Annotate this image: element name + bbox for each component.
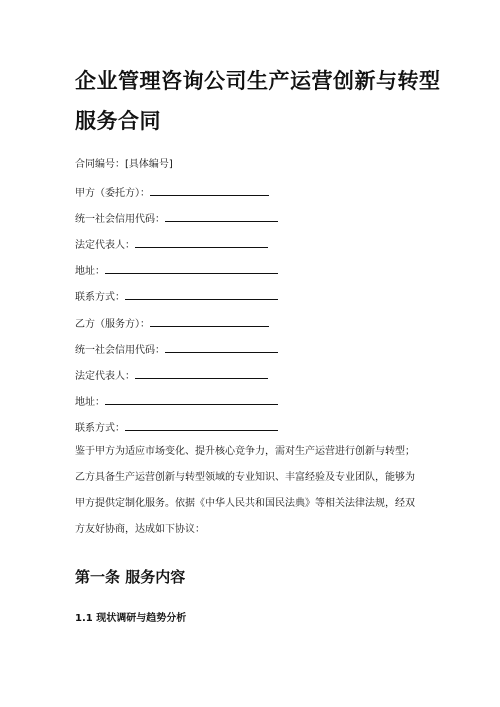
party-a-heading: 甲方（委托方）：: [75, 188, 150, 199]
party-a-heading-row: [75, 186, 269, 199]
party-a-legal-rep-blank: [135, 238, 268, 248]
party-b-address-blank: [105, 395, 278, 405]
party-b-contact-blank: [125, 421, 278, 431]
preamble-line-2: 乙方具备生产运营创新与转型领域的专业知识、丰富经验及专业团队，能够为: [75, 472, 415, 483]
party-b-credit-code-row: [75, 343, 278, 356]
party-a-legal-rep-label: 法定代表人：: [75, 240, 135, 251]
party-a-address-blank: [105, 264, 278, 274]
party-b-legal-rep-blank: [135, 369, 268, 379]
party-b-heading-row: [75, 317, 269, 330]
party-a-contact-label: 联系方式：: [75, 292, 125, 303]
document-title-line1: 企业管理咨询公司生产运营创新与转型: [75, 69, 441, 93]
section-1-1-heading: 1.1 现状调研与趋势分析: [75, 613, 187, 624]
party-a-credit-code-blank: [165, 212, 278, 222]
party-b-legal-rep-row: [75, 369, 268, 382]
party-b-credit-code-label: 统一社会信用代码：: [75, 345, 165, 356]
preamble-line-3: 甲方提供定制化服务。依据《中华人民共和国民法典》等相关法律法规，经双: [75, 498, 415, 509]
document-title-line2: 服务合同: [75, 109, 161, 133]
party-b-address-row: [75, 395, 278, 408]
preamble-line-1: 鉴于甲方为适应市场变化、提升核心竞争力，需对生产运营进行创新与转型；: [75, 446, 415, 457]
preamble-line-4: 方友好协商，达成如下协议：: [75, 524, 205, 535]
party-a-name-blank: [150, 186, 269, 196]
party-a-contact-blank: [125, 290, 278, 300]
party-b-legal-rep-label: 法定代表人：: [75, 371, 135, 382]
party-b-address-label: 地址：: [75, 397, 105, 408]
party-b-contact-row: [75, 421, 278, 434]
party-a-address-label: 地址：: [75, 266, 105, 277]
article-1-heading: 第一条 服务内容: [75, 568, 186, 586]
contract-number-label: 合同编号：: [75, 159, 125, 170]
party-b-contact-label: 联系方式：: [75, 423, 125, 434]
contract-number-value: [具体编号]: [125, 159, 173, 170]
contract-number-row: [75, 160, 173, 170]
party-a-legal-rep-row: [75, 238, 268, 251]
party-b-heading: 乙方（服务方）：: [75, 319, 150, 330]
party-b-name-blank: [150, 317, 269, 327]
party-a-credit-code-label: 统一社会信用代码：: [75, 214, 165, 225]
party-a-contact-row: [75, 290, 278, 303]
party-b-credit-code-blank: [165, 343, 278, 353]
party-a-credit-code-row: [75, 212, 278, 225]
party-a-address-row: [75, 264, 278, 277]
